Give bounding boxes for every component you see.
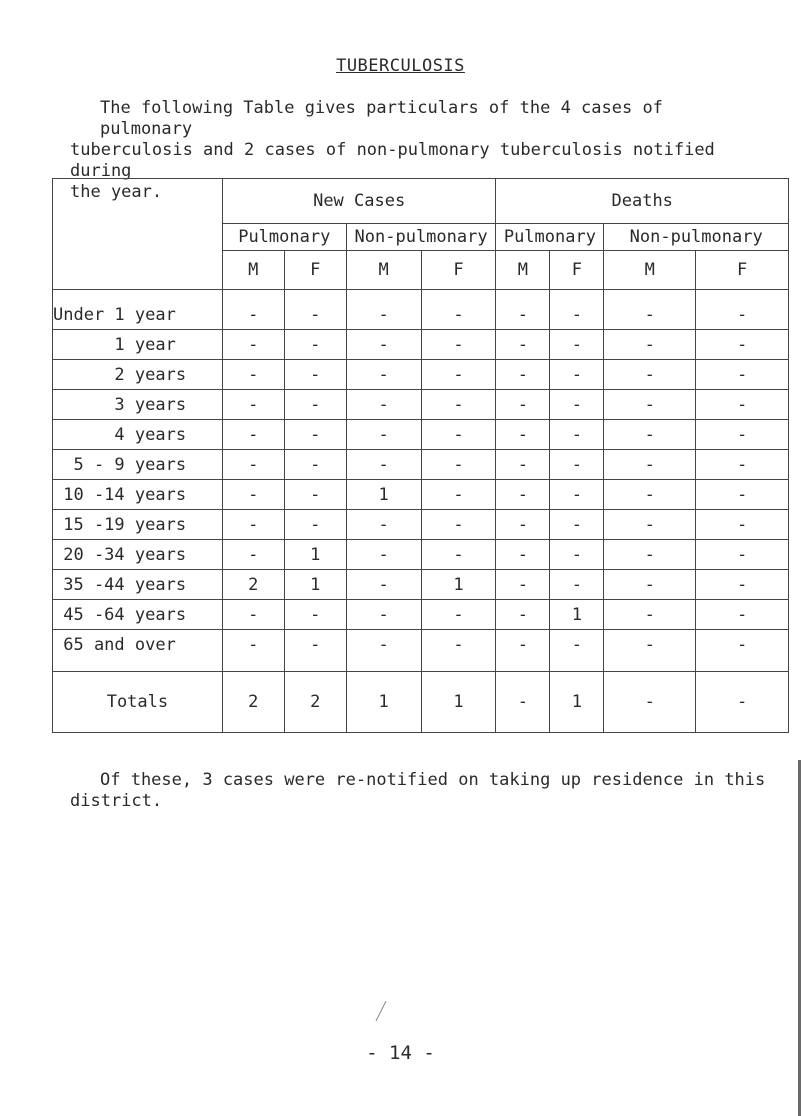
- value-cell: -: [284, 450, 346, 480]
- value-cell: -: [496, 290, 550, 330]
- value-cell: -: [284, 600, 346, 630]
- value-cell: -: [421, 390, 496, 420]
- deaths-header: Deaths: [496, 179, 789, 224]
- table-row: [53, 570, 789, 600]
- value-cell: -: [604, 540, 696, 570]
- total-cell: 1: [346, 672, 421, 733]
- age-group-label: Under 1 year: [53, 290, 223, 330]
- age-group-label: 10 -14 years: [53, 480, 223, 510]
- value-cell: -: [284, 510, 346, 540]
- value-cell: -: [696, 510, 789, 540]
- value-cell: 1: [550, 600, 604, 630]
- value-cell: -: [284, 390, 346, 420]
- value-cell: -: [222, 390, 284, 420]
- table-row: [53, 630, 789, 672]
- intro-line-3: the year.: [70, 182, 163, 202]
- value-cell: -: [421, 360, 496, 390]
- intro-line-1: The following Table gives particulars of the 4 cases of pulmonary: [100, 98, 663, 139]
- value-cell: -: [284, 360, 346, 390]
- value-cell: -: [496, 390, 550, 420]
- value-cell: 1: [346, 480, 421, 510]
- deaths-pulmonary-header: Pulmonary: [496, 224, 604, 251]
- age-group-label: 4 years: [53, 420, 223, 450]
- value-cell: -: [496, 540, 550, 570]
- table-body: [53, 290, 789, 672]
- value-cell: -: [696, 390, 789, 420]
- value-cell: -: [604, 570, 696, 600]
- value-cell: -: [346, 570, 421, 600]
- value-cell: 1: [284, 540, 346, 570]
- value-cell: -: [496, 630, 550, 672]
- table-row: [53, 540, 789, 570]
- sex-header: F: [696, 251, 789, 290]
- value-cell: -: [550, 540, 604, 570]
- table-row: [53, 420, 789, 450]
- value-cell: -: [496, 330, 550, 360]
- value-cell: -: [346, 330, 421, 360]
- value-cell: -: [284, 290, 346, 330]
- value-cell: -: [696, 360, 789, 390]
- value-cell: -: [604, 390, 696, 420]
- outro-line-1: Of these, 3 cases were re-notified on taking up residence in this: [100, 770, 766, 790]
- value-cell: -: [346, 360, 421, 390]
- value-cell: -: [222, 630, 284, 672]
- totals-row: [53, 672, 789, 733]
- sex-header: F: [550, 251, 604, 290]
- value-cell: 1: [421, 570, 496, 600]
- pen-mark: [374, 1000, 388, 1022]
- value-cell: -: [696, 480, 789, 510]
- value-cell: -: [421, 480, 496, 510]
- table-row: [53, 290, 789, 330]
- value-cell: -: [550, 480, 604, 510]
- outro-paragraph: [70, 770, 770, 812]
- new-cases-header: New Cases: [222, 179, 496, 224]
- value-cell: -: [222, 480, 284, 510]
- value-cell: 1: [284, 570, 346, 600]
- total-cell: 1: [550, 672, 604, 733]
- value-cell: -: [421, 630, 496, 672]
- value-cell: -: [346, 630, 421, 672]
- tuberculosis-table: [52, 178, 789, 733]
- value-cell: -: [604, 600, 696, 630]
- total-cell: -: [496, 672, 550, 733]
- value-cell: -: [550, 420, 604, 450]
- total-cell: 1: [421, 672, 496, 733]
- value-cell: -: [284, 330, 346, 360]
- value-cell: -: [604, 510, 696, 540]
- table-row: [53, 600, 789, 630]
- value-cell: -: [550, 360, 604, 390]
- value-cell: -: [421, 330, 496, 360]
- table-row: [53, 480, 789, 510]
- value-cell: -: [421, 540, 496, 570]
- age-group-label: 1 year: [53, 330, 223, 360]
- value-cell: -: [496, 360, 550, 390]
- sex-header: M: [222, 251, 284, 290]
- value-cell: -: [696, 600, 789, 630]
- table-row: [53, 330, 789, 360]
- value-cell: -: [604, 450, 696, 480]
- age-group-label: 45 -64 years: [53, 600, 223, 630]
- table-row: [53, 450, 789, 480]
- value-cell: -: [496, 600, 550, 630]
- age-header-cell: [53, 179, 223, 290]
- value-cell: -: [222, 290, 284, 330]
- value-cell: -: [346, 510, 421, 540]
- age-group-label: 3 years: [53, 390, 223, 420]
- value-cell: 2: [222, 570, 284, 600]
- age-group-label: 5 - 9 years: [53, 450, 223, 480]
- age-group-label: 15 -19 years: [53, 510, 223, 540]
- value-cell: -: [550, 570, 604, 600]
- total-cell: 2: [222, 672, 284, 733]
- value-cell: -: [222, 510, 284, 540]
- value-cell: -: [550, 450, 604, 480]
- value-cell: -: [696, 420, 789, 450]
- value-cell: -: [604, 420, 696, 450]
- value-cell: -: [550, 390, 604, 420]
- page-title: TUBERCULOSIS: [336, 56, 465, 76]
- table-row: [53, 360, 789, 390]
- value-cell: -: [421, 290, 496, 330]
- deaths-non-pulmonary-header: Non-pulmonary: [604, 224, 789, 251]
- outro-line-2: district.: [70, 791, 163, 811]
- value-cell: -: [284, 480, 346, 510]
- value-cell: -: [496, 570, 550, 600]
- value-cell: -: [496, 480, 550, 510]
- table-row: [53, 390, 789, 420]
- value-cell: -: [222, 600, 284, 630]
- value-cell: -: [421, 600, 496, 630]
- total-cell: -: [696, 672, 789, 733]
- value-cell: -: [222, 420, 284, 450]
- value-cell: -: [496, 420, 550, 450]
- value-cell: -: [222, 540, 284, 570]
- total-cell: -: [604, 672, 696, 733]
- value-cell: -: [421, 510, 496, 540]
- new-pulmonary-header: Pulmonary: [222, 224, 346, 251]
- value-cell: -: [604, 330, 696, 360]
- value-cell: -: [284, 630, 346, 672]
- age-group-label: 65 and over: [53, 630, 223, 672]
- value-cell: -: [696, 450, 789, 480]
- value-cell: -: [421, 420, 496, 450]
- value-cell: -: [222, 450, 284, 480]
- total-cell: 2: [284, 672, 346, 733]
- table-row: [53, 510, 789, 540]
- value-cell: -: [346, 540, 421, 570]
- value-cell: -: [696, 540, 789, 570]
- value-cell: -: [550, 330, 604, 360]
- totals-label: Totals: [53, 672, 223, 733]
- value-cell: -: [604, 480, 696, 510]
- value-cell: -: [496, 450, 550, 480]
- value-cell: -: [496, 510, 550, 540]
- sex-header: M: [496, 251, 550, 290]
- value-cell: -: [421, 450, 496, 480]
- sex-header: F: [284, 251, 346, 290]
- value-cell: -: [696, 570, 789, 600]
- new-non-pulmonary-header: Non-pulmonary: [346, 224, 496, 251]
- value-cell: -: [346, 290, 421, 330]
- age-group-label: 35 -44 years: [53, 570, 223, 600]
- sex-header: M: [346, 251, 421, 290]
- sex-header: M: [604, 251, 696, 290]
- value-cell: -: [222, 330, 284, 360]
- age-group-label: 20 -34 years: [53, 540, 223, 570]
- value-cell: -: [696, 290, 789, 330]
- age-group-label: 2 years: [53, 360, 223, 390]
- value-cell: -: [346, 420, 421, 450]
- value-cell: -: [346, 600, 421, 630]
- value-cell: -: [696, 630, 789, 672]
- page-number: - 14 -: [366, 1042, 435, 1064]
- value-cell: -: [284, 420, 346, 450]
- value-cell: -: [550, 510, 604, 540]
- value-cell: -: [604, 290, 696, 330]
- value-cell: -: [346, 450, 421, 480]
- value-cell: -: [550, 630, 604, 672]
- value-cell: -: [222, 360, 284, 390]
- sex-header: F: [421, 251, 496, 290]
- value-cell: -: [346, 390, 421, 420]
- value-cell: -: [604, 630, 696, 672]
- value-cell: -: [696, 330, 789, 360]
- value-cell: -: [550, 290, 604, 330]
- intro-line-2: tuberculosis and 2 cases of non-pulmonary tuberculosis notified during: [70, 140, 715, 181]
- value-cell: -: [604, 360, 696, 390]
